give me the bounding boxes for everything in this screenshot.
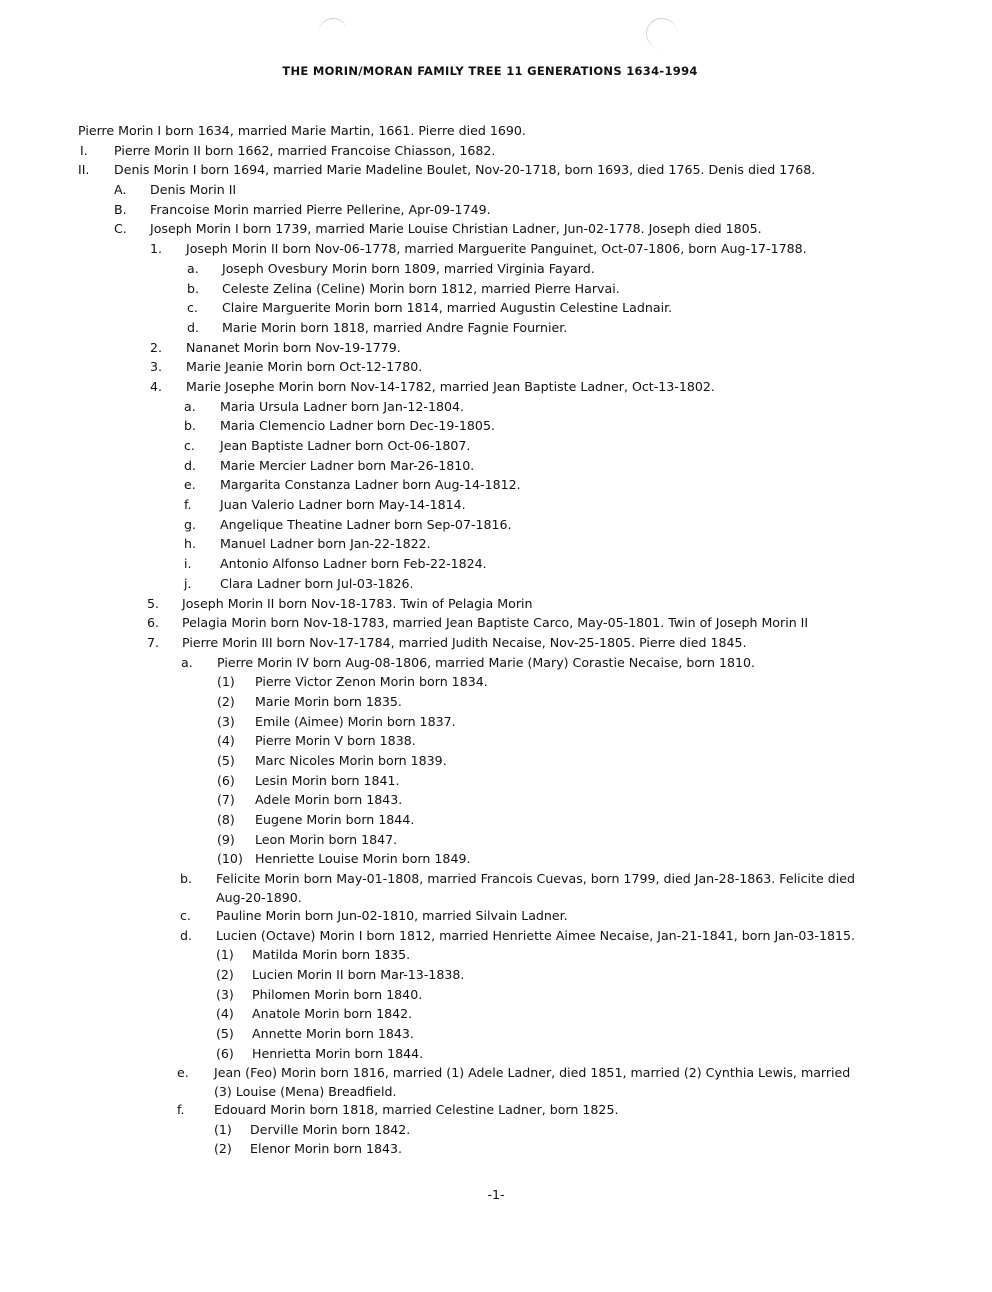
entry-text: Joseph Morin II born Nov-06-1778, married Marguerite Panguinet, Oct-07-1806, born Aug-17-1788. [186, 241, 807, 257]
entry-text: Leon Morin born 1847. [255, 831, 398, 847]
tree-entry [0, 160, 992, 180]
tree-entry [0, 456, 992, 476]
entry-marker: (9) [217, 831, 235, 847]
entry-text: Joseph Ovesbury Morin born 1809, married Virginia Fayard. [222, 260, 595, 276]
entry-marker: (2) [216, 966, 234, 982]
entry-text: Henriette Louise Morin born 1849. [255, 851, 471, 867]
entry-marker: (1) [217, 674, 235, 690]
entry-text: Marie Josephe Morin born Nov-14-1782, married Jean Baptiste Ladner, Oct-13-1802. [186, 378, 715, 394]
entry-marker: c. [187, 300, 198, 316]
entry-text: Philomen Morin born 1840. [252, 986, 423, 1002]
entry-text: Marie Mercier Ladner born Mar-26-1810. [220, 457, 475, 473]
entry-marker: (2) [217, 693, 235, 709]
entry-text: Aug-20-1890. [216, 889, 302, 905]
entry-text: Juan Valerio Ladner born May-14-1814. [220, 497, 466, 513]
tree-entry [0, 692, 992, 712]
family-tree-list [0, 121, 992, 1159]
entry-marker: (5) [217, 753, 235, 768]
entry-marker: 5. [147, 595, 160, 611]
tree-entry [0, 790, 992, 810]
tree-entry [0, 1063, 992, 1083]
entry-text: Marie Morin born 1818, married Andre Fagnie Fournier. [222, 319, 568, 335]
entry-marker: 1. [150, 241, 163, 257]
entry-marker: e. [184, 477, 196, 493]
entry-text: (3) Louise (Mena) Breadfield. [214, 1084, 397, 1099]
tree-entry [0, 377, 992, 397]
tree-entry [0, 849, 992, 869]
tree-entry [0, 751, 992, 771]
tree-entry [0, 436, 992, 456]
entry-marker: (2) [214, 1141, 232, 1157]
entry-marker: f. [184, 497, 192, 513]
entry-marker: 3. [150, 359, 163, 375]
entry-text: Pierre Morin I born 1634, married Marie Martin, 1661. Pierre died 1690. [78, 123, 526, 138]
entry-text: Jean (Feo) Morin born 1816, married (1) Adele Ladner, died 1851, married (2) Cynthia Lewis, married [214, 1065, 851, 1081]
tree-entry [0, 574, 992, 594]
entry-text: Joseph Morin II born Nov-18-1783. Twin of Pelagia Morin [182, 595, 533, 611]
entry-marker: i. [184, 556, 192, 572]
entry-marker: C. [114, 221, 127, 237]
tree-entry [0, 338, 992, 358]
tree-entry [0, 357, 992, 377]
entry-text: Pauline Morin born Jun-02-1810, married Silvain Ladner. [216, 907, 568, 923]
entry-marker: (1) [216, 947, 234, 963]
entry-marker: I. [80, 142, 88, 158]
tree-entry [0, 889, 992, 906]
tree-entry [0, 653, 992, 673]
entry-marker: c. [180, 907, 191, 923]
tree-entry [0, 121, 992, 141]
tree-entry [0, 672, 992, 692]
entry-marker: (3) [216, 986, 234, 1002]
entry-marker: g. [184, 516, 196, 532]
tree-entry [0, 613, 992, 633]
entry-marker: a. [181, 654, 193, 670]
tree-entry [0, 1100, 992, 1120]
tree-entry [0, 633, 992, 653]
tree-entry [0, 926, 992, 946]
entry-text: Nananet Morin born Nov-19-1779. [186, 339, 401, 355]
entry-marker: b. [180, 871, 192, 887]
entry-marker: b. [184, 418, 196, 434]
entry-text: Pierre Morin V born 1838. [255, 733, 416, 749]
entry-text: Claire Marguerite Morin born 1814, married Augustin Celestine Ladnair. [222, 300, 673, 316]
entry-marker: 2. [150, 339, 163, 355]
entry-text: Denis Morin I born 1694, married Marie Madeline Boulet, Nov-20-1718, born 1693, died 1765. Denis died 1768. [114, 162, 816, 178]
entry-text: Francoise Morin married Pierre Pellerine, Apr-09-1749. [150, 201, 491, 217]
entry-marker: II. [78, 162, 90, 178]
tree-entry [0, 1139, 992, 1159]
entry-text: Margarita Constanza Ladner born Aug-14-1812. [220, 477, 521, 493]
page-title: THE MORIN/MORAN FAMILY TREE 11 GENERATIONS 1634-1994 [282, 64, 698, 78]
entry-marker: 4. [150, 378, 163, 394]
entry-text: Annette Morin born 1843. [252, 1025, 414, 1041]
tree-entry [0, 239, 992, 259]
entry-text: Henrietta Morin born 1844. [252, 1045, 424, 1061]
entry-text: Pierre Victor Zenon Morin born 1834. [255, 674, 488, 690]
entry-text: Clara Ladner born Jul-03-1826. [220, 575, 414, 591]
entry-marker: (8) [217, 812, 235, 828]
tree-entry [0, 830, 992, 850]
tree-entry [0, 534, 992, 554]
entry-text: Joseph Morin I born 1739, married Marie Louise Christian Ladner, Jun-02-1778. Joseph died 1805. [150, 221, 762, 237]
tree-entry [0, 416, 992, 436]
tree-entry [0, 712, 992, 732]
entry-marker: h. [184, 536, 196, 552]
entry-text: Lucien Morin II born Mar-13-1838. [252, 966, 465, 982]
entry-marker: (4) [217, 733, 235, 749]
tree-entry [0, 771, 992, 791]
tree-entry [0, 965, 992, 985]
entry-text: Antonio Alfonso Ladner born Feb-22-1824. [220, 556, 487, 572]
entry-text: Marc Nicoles Morin born 1839. [255, 753, 447, 768]
tree-entry [0, 495, 992, 515]
tree-entry [0, 200, 992, 220]
entry-marker: 7. [147, 634, 160, 650]
entry-marker: d. [187, 319, 199, 335]
tree-entry [0, 810, 992, 830]
entry-marker: b. [187, 280, 199, 296]
entry-marker: d. [180, 927, 192, 943]
entry-marker: (7) [217, 792, 235, 808]
tree-entry [0, 259, 992, 279]
tree-entry [0, 1024, 992, 1044]
tree-entry [0, 945, 992, 965]
punch-hole-right [646, 18, 677, 49]
entry-text: Denis Morin II [150, 182, 237, 198]
entry-marker: a. [187, 260, 199, 276]
tree-entry [0, 1004, 992, 1024]
tree-entry [0, 869, 992, 889]
tree-entry [0, 985, 992, 1005]
tree-entry [0, 180, 992, 200]
entry-marker: B. [114, 201, 127, 217]
tree-entry [0, 515, 992, 535]
entry-text: Maria Clemencio Ladner born Dec-19-1805. [220, 418, 495, 434]
tree-entry [0, 318, 992, 338]
tree-entry [0, 219, 992, 239]
entry-text: Pierre Morin III born Nov-17-1784, married Judith Necaise, Nov-25-1805. Pierre died 1845. [182, 634, 747, 650]
tree-entry [0, 1083, 992, 1100]
entry-text: Lucien (Octave) Morin I born 1812, married Henriette Aimee Necaise, Jan-21-1841, born Jan-03-1815. [216, 927, 856, 943]
tree-entry [0, 906, 992, 926]
entry-marker: e. [177, 1065, 189, 1081]
entry-marker: a. [184, 398, 196, 414]
entry-text: Derville Morin born 1842. [250, 1121, 411, 1137]
entry-text: Emile (Aimee) Morin born 1837. [255, 713, 456, 729]
entry-marker: 6. [147, 615, 160, 631]
entry-marker: (3) [217, 713, 235, 729]
entry-text: Anatole Morin born 1842. [252, 1006, 413, 1022]
tree-entry [0, 1120, 992, 1140]
entry-marker: (5) [216, 1025, 234, 1041]
entry-text: Elenor Morin born 1843. [250, 1141, 402, 1157]
entry-text: Celeste Zelina (Celine) Morin born 1812, married Pierre Harvai. [222, 280, 620, 296]
tree-entry [0, 594, 992, 614]
entry-text: Marie Morin born 1835. [255, 693, 402, 709]
entry-text: Matilda Morin born 1835. [252, 947, 411, 963]
punch-hole-left [318, 18, 348, 49]
tree-entry [0, 731, 992, 751]
entry-marker: j. [184, 575, 192, 591]
entry-marker: (1) [214, 1121, 232, 1137]
entry-text: Angelique Theatine Ladner born Sep-07-1816. [220, 516, 512, 532]
entry-text: Pierre Morin II born 1662, married Francoise Chiasson, 1682. [114, 142, 496, 158]
entry-marker: f. [177, 1102, 185, 1117]
tree-entry [0, 475, 992, 495]
entry-marker: A. [114, 182, 127, 198]
entry-text: Marie Jeanie Morin born Oct-12-1780. [186, 359, 423, 375]
entry-marker: (4) [216, 1006, 234, 1022]
entry-marker: c. [184, 438, 195, 453]
entry-text: Eugene Morin born 1844. [255, 812, 415, 828]
tree-entry [0, 554, 992, 574]
entry-text: Pelagia Morin born Nov-18-1783, married Jean Baptiste Carco, May-05-1801. Twin of Joseph Morin II [182, 615, 809, 631]
entry-marker: (6) [216, 1045, 234, 1061]
entry-marker: (6) [217, 772, 235, 788]
entry-text: Manuel Ladner born Jan-22-1822. [220, 536, 431, 552]
tree-entry [0, 1044, 992, 1064]
entry-text: Adele Morin born 1843. [255, 792, 403, 808]
entry-text: Jean Baptiste Ladner born Oct-06-1807. [220, 438, 471, 453]
entry-text: Lesin Morin born 1841. [255, 772, 400, 788]
entry-marker: d. [184, 457, 196, 473]
tree-entry [0, 397, 992, 417]
entry-text: Felicite Morin born May-01-1808, married Francois Cuevas, born 1799, died Jan-28-1863. Felicite died [216, 871, 855, 887]
entry-text: Edouard Morin born 1818, married Celestine Ladner, born 1825. [214, 1102, 619, 1117]
entry-text: Pierre Morin IV born Aug-08-1806, married Marie (Mary) Corastie Necaise, born 1810. [217, 654, 756, 670]
entry-text: Maria Ursula Ladner born Jan-12-1804. [220, 398, 464, 414]
page-number: -1- [487, 1187, 505, 1202]
tree-entry [0, 141, 992, 161]
tree-entry [0, 298, 992, 318]
tree-entry [0, 279, 992, 299]
entry-marker: (10) [217, 851, 243, 867]
